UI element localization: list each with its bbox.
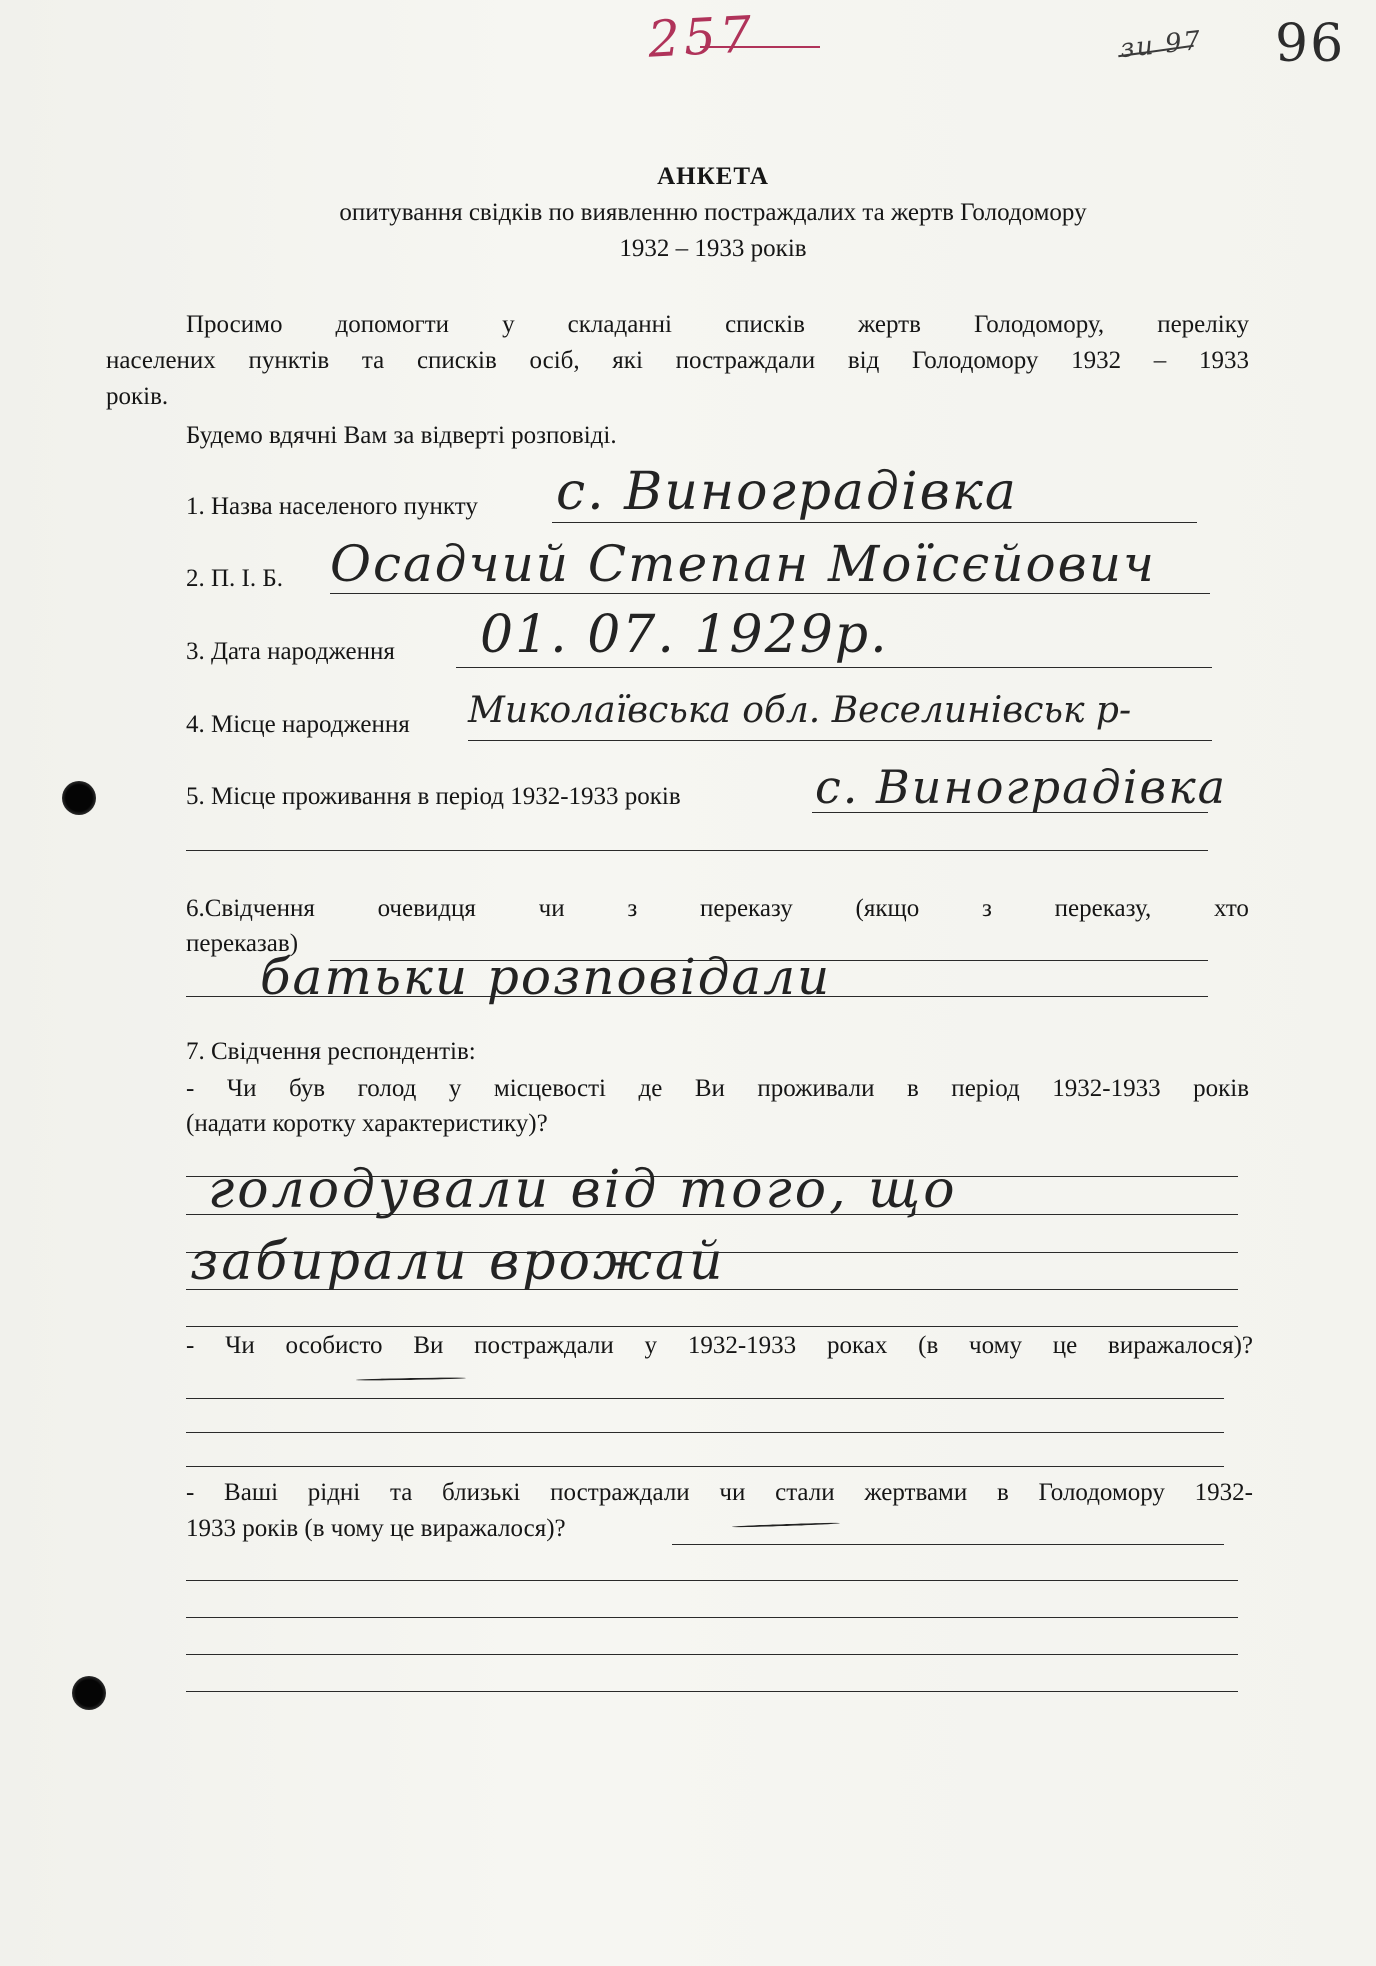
case-number-strike [700,46,820,48]
intro-line2: населених пунктів та списків осіб, які постраждали від Голодомору 1932 – 1933 [106,347,1249,374]
q6-word: чи [538,895,565,922]
q6-line2: переказав) [186,930,299,957]
answer2-rule-1 [186,1398,1224,1399]
q7-question3-stroke [732,1522,840,1528]
form-subtitle-line2: 1932 – 1933 років [619,235,807,262]
q6-line1 [186,891,1249,927]
q7-question3-line1: - Ваші рідні та близькі постраждали чи стали жертвами в Голодомору 1932- [186,1479,1253,1506]
birth-place-label: 4. Місце народження [186,711,410,738]
residence-underline-2 [186,850,1208,851]
name-value[interactable]: Осадчий Степан Моїсєйович [330,535,1157,593]
answer3-rule-3 [186,1654,1238,1655]
residence-value[interactable]: с. Виноградівка [815,760,1228,814]
birth-place-value[interactable]: Миколаївська обл. Веселинівськ р- [468,690,1132,731]
q7-answer1-line1[interactable]: голодували від того, що [208,1160,958,1220]
q7-question1-line1: - Чи був голод у місцевості де Ви проживали в період 1932-1933 років [186,1075,1249,1102]
q7-question2: - Чи особисто Ви постраждали у 1932-1933 роках (в чому це виражалося)? [186,1332,1253,1359]
answer3-rule-1 [186,1580,1238,1581]
answer2-rule-2 [186,1432,1224,1433]
birth-date-underline [456,667,1212,668]
q7-question1-line2: (надати коротку характеристику)? [186,1110,548,1137]
q6-word: переказу [699,895,793,922]
q6-word: з [982,895,992,922]
punch-hole-top [62,781,96,815]
form-subtitle-line1: опитування свідків по виявленню постраждалих та жертв Голодомору [339,199,1087,226]
q6-word: хто [1213,895,1249,922]
name-label: 2. П. І. Б. [186,565,283,592]
q6-word: 6.Свідчення [186,895,315,922]
answer3-rule-4 [186,1691,1238,1692]
name-underline [330,593,1210,594]
settlement-value[interactable]: с. Виноградівка [556,462,1018,522]
archive-struck-number: зи 97 [1118,25,1204,65]
answer3-rule-0 [672,1544,1224,1545]
punch-hole-bottom [72,1676,106,1710]
settlement-underline [552,522,1197,523]
q6-word: очевидця [377,895,476,922]
answer3-rule-2 [186,1617,1238,1618]
q6-word: (якщо [855,895,920,922]
archive-sheet-number: 96 [1275,14,1346,74]
settlement-label: 1. Назва населеного пункту [186,493,478,520]
q7-title: 7. Свідчення респондентів: [186,1038,476,1065]
birth-date-value[interactable]: 01. 07. 1929р. [480,605,889,665]
birth-place-underline [468,740,1212,741]
answer1-rule-5 [186,1326,1238,1327]
q7-question2-stroke [356,1377,466,1381]
birth-date-label: 3. Дата народження [186,638,395,665]
archive-case-number: 257 [646,5,757,69]
intro-line4: Будемо вдячні Вам за відверті розповіді. [186,422,617,449]
q6-word: переказу, [1054,895,1152,922]
q7-answer1-line2[interactable]: забирали врожай [190,1232,726,1292]
q7-question3-line2: 1933 років (в чому це виражалося)? [186,1515,566,1542]
form-title: АНКЕТА [657,163,769,190]
q6-answer[interactable]: батьки розповідали [260,948,832,1006]
q6-word: з [627,895,638,922]
answer2-rule-3 [186,1466,1224,1467]
intro-line1: Просимо допомогти у складанні списків жертв Голодомору, переліку [186,311,1249,338]
intro-line3: років. [106,383,169,410]
residence-label: 5. Місце проживання в період 1932-1933 років [186,783,681,810]
